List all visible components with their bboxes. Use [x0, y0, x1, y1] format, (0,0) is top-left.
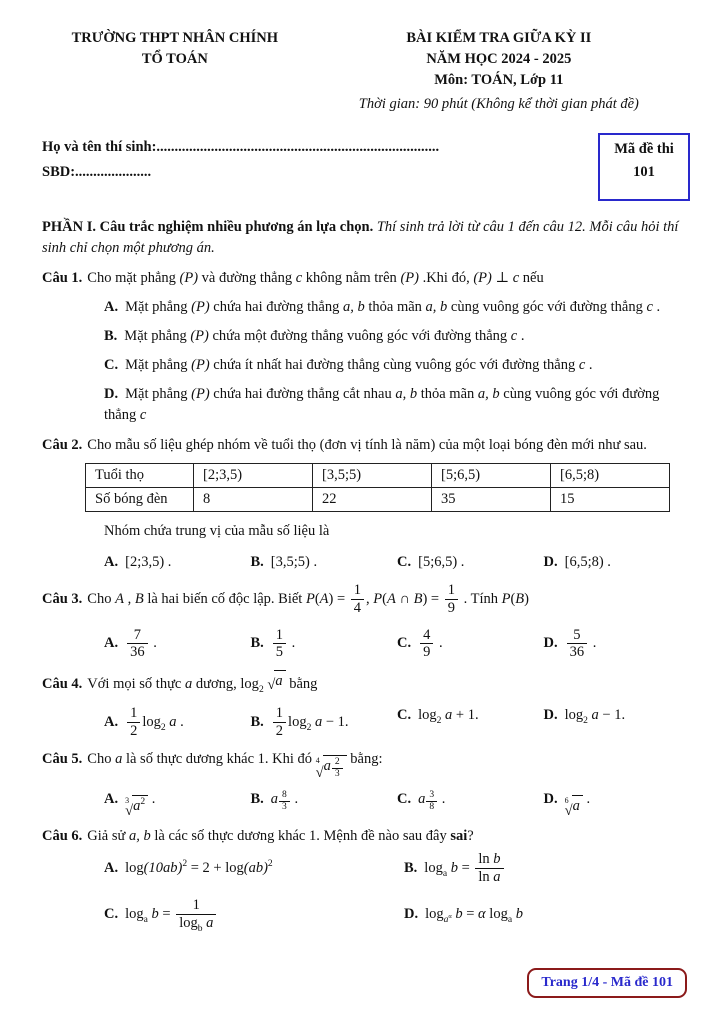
option-text: Mặt phẳng (P) chứa ít nhất hai đường thẳng cùng vuông góc với đường thẳng c . — [125, 357, 593, 374]
option-label: D. — [104, 386, 119, 403]
option-C — [397, 789, 544, 817]
page-number-label: Trang 1/4 - Mã đề 101 — [541, 974, 673, 990]
exam-code-label: Mã đề thi — [614, 141, 674, 158]
option-label: B. — [250, 713, 264, 730]
option-B — [251, 552, 398, 573]
question-3 — [42, 582, 690, 661]
table-cell: Tuổi thọ — [86, 464, 194, 488]
option-label: D. — [543, 554, 558, 571]
header-school-block — [42, 28, 308, 115]
option-D — [544, 627, 691, 661]
option-label: A. — [104, 713, 119, 730]
option-label: B. — [250, 635, 264, 652]
option-label: D. — [543, 635, 558, 652]
option-label: A. — [104, 299, 119, 316]
option-text: Mặt phẳng (P) chứa hai đường thẳng a, b thỏa mãn a, b cùng vuông góc với đường thẳng c . — [125, 299, 661, 316]
option-label: D. — [543, 791, 558, 808]
school-year: NĂM HỌC 2024 - 2025 — [426, 51, 572, 68]
exam-title: BÀI KIỂM TRA GIỮA KỲ II — [406, 30, 592, 46]
option-B — [104, 326, 690, 347]
table-cell: 8 — [194, 488, 313, 512]
option-C — [397, 627, 544, 661]
option-text: a $^{\frac{8}{3}}$ . — [270, 789, 299, 812]
question-sub-statement: Nhóm chứa trung vị của mẫu số liệu là — [104, 523, 330, 540]
table-row — [86, 464, 670, 488]
table-cell: 22 — [313, 488, 432, 512]
table-cell: 35 — [432, 488, 551, 512]
option-text: $\log_a b$ = $\frac{\text{ln b}}{\text{ln a}}$ — [424, 860, 505, 876]
table-cell: [6,5;8) — [551, 464, 670, 488]
option-D — [404, 904, 690, 925]
option-text: $\frac{7}{36}$ . — [125, 635, 157, 651]
option-text: $\log_{a^\alpha} b = \alpha$ $\log_a b$ — [425, 906, 523, 925]
question-2 — [42, 435, 690, 573]
student-info-row — [42, 135, 690, 201]
question-text: Cho mẫu số liệu ghép nhóm về tuổi thọ (đơn vị tính là năm) của một loại bóng đèn mới như sau. — [87, 437, 647, 454]
table-row — [86, 488, 670, 512]
option-C — [104, 355, 690, 376]
option-label: D. — [543, 707, 558, 724]
question-label: Câu 2. — [42, 437, 83, 454]
question-statement — [42, 268, 690, 289]
option-text: $\frac{1}{5}$ . — [271, 635, 296, 651]
option-D — [544, 789, 691, 817]
option-label: B. — [250, 791, 264, 808]
option-label: D. — [404, 906, 419, 923]
option-A — [104, 627, 251, 661]
option-text: $\frac{1}{2}$ $\log_2 a$ . — [125, 714, 184, 730]
options-list — [42, 297, 690, 426]
question-text: Cho A , B là hai biến cố độc lập. Biết P(A) = $\frac{1}{4}$ , P(A ∩ B) = $\frac{1}{9}$ . Tính P(B) — [87, 582, 529, 616]
option-D — [104, 384, 690, 426]
option-A — [104, 552, 251, 573]
option-label: A. — [104, 791, 119, 808]
option-text: [5;6,5) . — [418, 554, 465, 571]
option-label: A. — [104, 859, 119, 876]
question-statement — [42, 749, 690, 779]
student-info-block — [42, 135, 439, 201]
options-row — [104, 552, 690, 573]
options-row — [104, 627, 690, 661]
option-A — [104, 705, 251, 739]
option-label: B. — [404, 859, 418, 876]
options-row — [104, 789, 690, 817]
option-B — [404, 851, 690, 885]
option-B — [251, 789, 398, 817]
option-C — [397, 552, 544, 573]
part1-heading-title: PHẦN I. Câu trắc nghiệm nhiều phương án lựa chọn. — [42, 219, 374, 236]
option-text: 6 √ a . — [564, 791, 591, 819]
option-text: Mặt phẳng (P) chứa hai đường thẳng cắt nhau a, b thỏa mãn a, b cùng vuông góc với đường thẳng c — [104, 386, 660, 424]
question-statement — [42, 435, 690, 456]
option-D — [544, 705, 691, 739]
exam-header — [42, 28, 690, 115]
options-row — [104, 705, 690, 739]
option-B — [251, 705, 398, 739]
question-text: Cho mặt phẳng (P) và đường thẳng c không nằm trên (P) .Khi đó, (P) ⊥ c nếu — [87, 270, 544, 287]
option-text: $\frac{4}{9}$ . — [418, 635, 443, 651]
option-label: C. — [397, 635, 412, 652]
student-sbd-field: SBD:..................... — [42, 163, 152, 180]
question-label: Câu 5. — [42, 750, 83, 767]
table-cell: 15 — [551, 488, 670, 512]
option-text: $\log(10ab)^2 = 2 + \log(ab)^2$ — [125, 857, 273, 876]
exam-code-value: 101 — [633, 163, 655, 180]
option-label: C. — [397, 707, 412, 724]
question-statement — [42, 670, 690, 696]
table-cell: [2;3,5) — [194, 464, 313, 488]
table-cell: [5;6,5) — [432, 464, 551, 488]
option-label: B. — [104, 328, 118, 345]
question-4 — [42, 670, 690, 740]
options-grid — [104, 851, 690, 932]
question-text: Cho a là số thực dương khác 1. Khi đó 4 √ a $^{\frac{2}{3}}$ bằng: — [87, 750, 383, 781]
question-label: Câu 1. — [42, 270, 83, 287]
option-text: a $^{\frac{3}{8}}$ . — [418, 789, 446, 812]
option-text: $\log_2 a - 1$. — [564, 707, 626, 727]
school-name: TRƯỜNG THPT NHÂN CHÍNH — [71, 30, 279, 46]
option-label: C. — [104, 905, 119, 922]
option-text: $\frac{1}{2}$ $\log_2 a - 1$. — [271, 714, 349, 730]
option-text: $\frac{5}{36}$ . — [565, 635, 597, 651]
table-cell: [3,5;5) — [313, 464, 432, 488]
option-text: [2;3,5) . — [125, 554, 172, 571]
option-A — [104, 789, 251, 817]
option-text: $\log_2 a + 1$. — [418, 707, 479, 727]
question-text: Giả sử a, b là các số thực dương khác 1. Mệnh đề nào sau đây sai? — [87, 828, 474, 845]
option-text: $\log_a b$ = $\frac{1}{\log_b a}$ — [125, 906, 218, 922]
question-statement — [42, 582, 690, 616]
option-label: C. — [104, 357, 119, 374]
question-5 — [42, 749, 690, 817]
question-text: Với mọi số thực a dương, $\log_2$ √ a bằng — [87, 676, 317, 692]
page-footer-box — [527, 968, 687, 998]
department-name: TỔ TOÁN — [141, 51, 208, 68]
option-text: [6,5;8) . — [564, 554, 611, 571]
option-text: [3,5;5) . — [270, 554, 318, 571]
exam-code-box — [598, 133, 690, 201]
question-label: Câu 4. — [42, 676, 83, 693]
table-cell: Số bóng đèn — [86, 488, 194, 512]
option-C — [397, 705, 544, 739]
option-label: C. — [397, 554, 412, 571]
part1-heading — [42, 217, 690, 259]
option-label: B. — [250, 554, 264, 571]
duration-line: Thời gian: 90 phút (Không kể thời gian phát đề) — [358, 96, 639, 113]
option-label: A. — [104, 635, 119, 652]
subject-line: Môn: TOÁN, Lớp 11 — [434, 72, 564, 89]
question-6 — [42, 826, 690, 932]
option-C — [104, 897, 404, 934]
option-D — [544, 552, 691, 573]
option-text: Mặt phẳng (P) chứa một đường thẳng vuông góc với đường thẳng c . — [124, 328, 525, 345]
option-A — [104, 858, 404, 879]
option-label: C. — [397, 791, 412, 808]
question-statement — [42, 826, 690, 847]
frequency-table — [85, 463, 670, 512]
part1-heading-instruction: Thí sinh trả lời từ câu 1 đến câu 12. Mỗi câu hỏi thí sinh chỉ chọn một phương án. — [42, 219, 679, 257]
question-label: Câu 3. — [42, 590, 83, 607]
header-exam-block — [308, 28, 690, 115]
option-label: A. — [104, 554, 119, 571]
student-name-field: Họ và tên thí sinh:.............................................................................. — [42, 139, 440, 156]
question-label: Câu 6. — [42, 828, 83, 845]
option-B — [251, 627, 398, 661]
option-text: 3 √ $a^2$ . — [125, 791, 156, 819]
option-A — [104, 297, 690, 318]
question-1 — [42, 268, 690, 426]
